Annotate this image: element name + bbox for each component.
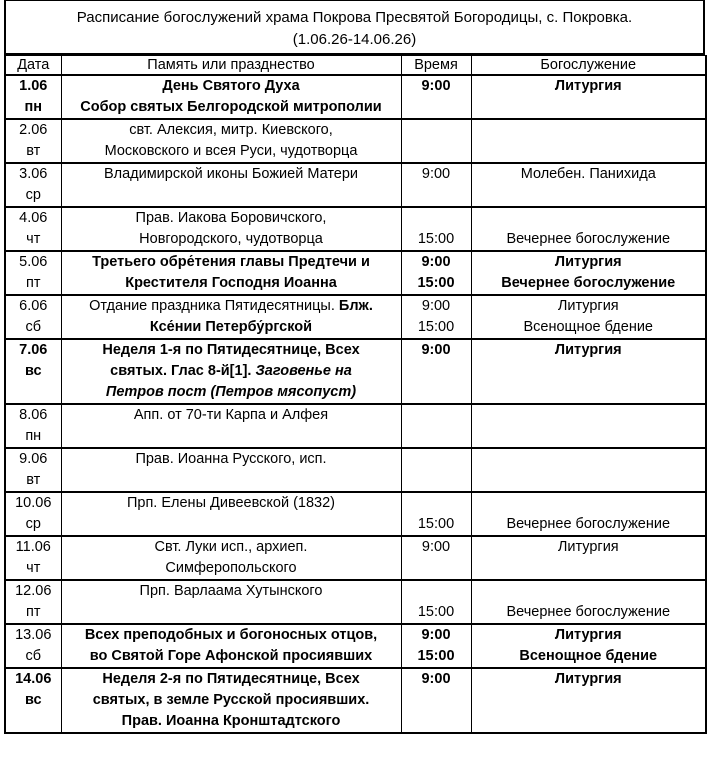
column-header-time: Время bbox=[401, 56, 471, 76]
memory-line: Прав. Иоанна Русского, исп. bbox=[135, 451, 327, 467]
date: 12.06 bbox=[15, 583, 52, 599]
memory-line: Московского и всея Руси, чудотворца bbox=[104, 143, 358, 159]
date-cell bbox=[5, 163, 61, 207]
date: 14.06 bbox=[15, 671, 52, 687]
time-cell bbox=[401, 404, 471, 448]
service: Вечернее богослужение bbox=[506, 604, 671, 620]
service-cell bbox=[471, 339, 706, 404]
service: Всенощное бдение bbox=[523, 319, 653, 335]
table-row bbox=[5, 624, 706, 668]
weekday: чт bbox=[26, 231, 41, 247]
date-cell bbox=[5, 207, 61, 251]
memory-text-italic: Заговенье на bbox=[255, 363, 352, 379]
time: 9:00 bbox=[421, 298, 451, 314]
memory-cell bbox=[61, 295, 401, 339]
date: 1.06 bbox=[19, 78, 48, 94]
memory-line: Прав. Иоанна Кронштадтского bbox=[121, 713, 341, 729]
table-row bbox=[5, 119, 706, 163]
date-cell bbox=[5, 492, 61, 536]
table-row bbox=[5, 580, 706, 624]
table-row bbox=[5, 668, 706, 733]
memory-line: Петров пост (Петров мясопуст) bbox=[105, 384, 357, 400]
date: 10.06 bbox=[15, 495, 52, 511]
time-cell bbox=[401, 295, 471, 339]
service-cell bbox=[471, 119, 706, 163]
memory-cell bbox=[61, 448, 401, 492]
time: 15:00 bbox=[417, 319, 455, 335]
memory-line: Собор святых Белгородской митрополии bbox=[80, 99, 382, 115]
date-cell bbox=[5, 75, 61, 119]
weekday: вс bbox=[24, 692, 42, 708]
schedule-period: (1.06.26-14.06.26) bbox=[292, 31, 417, 48]
memory-text: Отдание праздника Пятидесятницы. bbox=[89, 298, 335, 314]
time-cell bbox=[401, 492, 471, 536]
table-row bbox=[5, 207, 706, 251]
memory-line: Новгородского, чудотворца bbox=[139, 231, 323, 247]
weekday: пт bbox=[26, 275, 41, 291]
table-row bbox=[5, 339, 706, 404]
date: 4.06 bbox=[19, 210, 48, 226]
schedule-table bbox=[4, 55, 707, 734]
memory-text: святых. Глас 8-й[1]. bbox=[110, 363, 252, 379]
memory-cell bbox=[61, 492, 401, 536]
table-row bbox=[5, 163, 706, 207]
time: 15:00 bbox=[417, 275, 455, 291]
time-cell bbox=[401, 580, 471, 624]
service-cell bbox=[471, 75, 706, 119]
date: 13.06 bbox=[15, 627, 52, 643]
memory-line: Прп. Варлаама Хутынского bbox=[139, 583, 323, 599]
date-cell bbox=[5, 251, 61, 295]
memory-line: Симферопольского bbox=[165, 560, 297, 576]
date: 9.06 bbox=[19, 451, 48, 467]
memory-line: Неделя 1-я по Пятидесятнице, Всех bbox=[102, 342, 360, 358]
table-row bbox=[5, 404, 706, 448]
table-row bbox=[5, 295, 706, 339]
memory-cell bbox=[61, 119, 401, 163]
service-cell bbox=[471, 580, 706, 624]
service-cell bbox=[471, 404, 706, 448]
column-header-memory: Память или празднество bbox=[61, 56, 401, 76]
date: 3.06 bbox=[19, 166, 48, 182]
service: Молебен. Панихида bbox=[520, 166, 656, 182]
service: Вечернее богослужение bbox=[501, 275, 676, 291]
date-cell bbox=[5, 448, 61, 492]
memory-cell bbox=[61, 163, 401, 207]
schedule-title: Расписание богослужений храма Покрова Пресвятой Богородицы, с. Покровка. bbox=[76, 9, 633, 26]
time: 9:00 bbox=[421, 78, 451, 94]
table-row bbox=[5, 536, 706, 580]
weekday: вт bbox=[26, 472, 41, 488]
date: 2.06 bbox=[19, 122, 48, 138]
memory-text-bold: Блж. bbox=[338, 298, 373, 314]
memory-line: Крестителя Господня Иоанна bbox=[125, 275, 337, 291]
memory-cell bbox=[61, 207, 401, 251]
date-cell bbox=[5, 339, 61, 404]
memory-line: Апп. от 70-ти Карпа и Алфея bbox=[133, 407, 329, 423]
weekday: ср bbox=[25, 187, 41, 203]
date-cell bbox=[5, 404, 61, 448]
time-cell bbox=[401, 624, 471, 668]
date: 8.06 bbox=[19, 407, 48, 423]
table-row bbox=[5, 492, 706, 536]
schedule-sheet bbox=[4, 0, 705, 734]
time-cell bbox=[401, 536, 471, 580]
service-cell bbox=[471, 207, 706, 251]
weekday: пт bbox=[26, 604, 41, 620]
service: Литургия bbox=[557, 539, 619, 555]
time-cell bbox=[401, 668, 471, 733]
service: Литургия bbox=[557, 298, 619, 314]
service-cell bbox=[471, 668, 706, 733]
memory-line: во Святой Горе Афонской просиявших bbox=[89, 648, 373, 664]
memory-line: Прав. Иакова Боровичского, bbox=[135, 210, 327, 226]
memory-cell bbox=[61, 536, 401, 580]
service-cell bbox=[471, 163, 706, 207]
time-cell bbox=[401, 448, 471, 492]
service-cell bbox=[471, 536, 706, 580]
service-cell bbox=[471, 251, 706, 295]
date-cell bbox=[5, 624, 61, 668]
memory-line: святых, в земле Русской просиявших. bbox=[92, 692, 370, 708]
memory-line: Владимирской иконы Божией Матери bbox=[103, 166, 359, 182]
weekday: пн bbox=[24, 99, 43, 115]
time: 9:00 bbox=[421, 166, 451, 182]
header-row bbox=[5, 56, 706, 76]
service-cell bbox=[471, 492, 706, 536]
memory-cell bbox=[61, 251, 401, 295]
weekday: сб bbox=[25, 319, 42, 335]
service: Литургия bbox=[554, 254, 622, 270]
time-cell bbox=[401, 207, 471, 251]
table-row bbox=[5, 251, 706, 295]
date: 11.06 bbox=[15, 539, 51, 555]
service: Литургия bbox=[554, 78, 622, 94]
memory-line: Неделя 2-я по Пятидесятнице, Всех bbox=[102, 671, 360, 687]
time: 15:00 bbox=[417, 648, 455, 664]
date-cell bbox=[5, 580, 61, 624]
time: 9:00 bbox=[421, 342, 451, 358]
weekday: вс bbox=[24, 363, 42, 379]
date: 5.06 bbox=[19, 254, 48, 270]
weekday: сб bbox=[25, 648, 42, 664]
service: Вечернее богослужение bbox=[506, 231, 671, 247]
service: Вечернее богослужение bbox=[506, 516, 671, 532]
column-header-service: Богослужение bbox=[471, 56, 706, 76]
weekday: чт bbox=[26, 560, 41, 576]
date-cell bbox=[5, 668, 61, 733]
time: 9:00 bbox=[421, 254, 451, 270]
table-row bbox=[5, 448, 706, 492]
service: Литургия bbox=[554, 671, 622, 687]
service-cell bbox=[471, 448, 706, 492]
time: 15:00 bbox=[417, 516, 455, 532]
memory-line: свт. Алексия, митр. Киевского, bbox=[129, 122, 333, 138]
date-cell bbox=[5, 536, 61, 580]
service-cell bbox=[471, 624, 706, 668]
date: 6.06 bbox=[19, 298, 48, 314]
memory-line: Свт. Луки исп., архиеп. bbox=[154, 539, 308, 555]
date-cell bbox=[5, 295, 61, 339]
weekday: пн bbox=[25, 428, 42, 444]
time: 9:00 bbox=[421, 671, 451, 687]
memory-cell bbox=[61, 580, 401, 624]
time: 15:00 bbox=[417, 231, 455, 247]
time-cell bbox=[401, 119, 471, 163]
time: 9:00 bbox=[421, 539, 451, 555]
time-cell bbox=[401, 163, 471, 207]
memory-cell bbox=[61, 404, 401, 448]
service: Литургия bbox=[554, 627, 622, 643]
time: 15:00 bbox=[417, 604, 455, 620]
memory-cell bbox=[61, 668, 401, 733]
memory-line: Прп. Елены Дивеевской (1832) bbox=[126, 495, 336, 511]
column-header-date: Дата bbox=[5, 56, 61, 76]
weekday: ср bbox=[25, 516, 41, 532]
service-cell bbox=[471, 295, 706, 339]
memory-line: Ксе́нии Петербу́ргской bbox=[149, 319, 313, 335]
service: Литургия bbox=[554, 342, 622, 358]
memory-line: Всех преподобных и богоносных отцов, bbox=[84, 627, 378, 643]
memory-line bbox=[65, 296, 398, 317]
date-cell bbox=[5, 119, 61, 163]
date: 7.06 bbox=[19, 342, 48, 358]
memory-line: Третьего обре́тения главы Предтечи и bbox=[92, 254, 370, 270]
service: Всенощное бдение bbox=[519, 648, 658, 664]
time: 9:00 bbox=[421, 627, 451, 643]
memory-line bbox=[65, 361, 398, 382]
memory-cell bbox=[61, 75, 401, 119]
time-cell bbox=[401, 75, 471, 119]
memory-cell bbox=[61, 339, 401, 404]
memory-cell bbox=[61, 624, 401, 668]
schedule-title-block bbox=[4, 0, 705, 55]
time-cell bbox=[401, 251, 471, 295]
memory-line: День Святого Духа bbox=[162, 78, 300, 94]
table-row bbox=[5, 75, 706, 119]
weekday: вт bbox=[26, 143, 41, 159]
time-cell bbox=[401, 339, 471, 404]
